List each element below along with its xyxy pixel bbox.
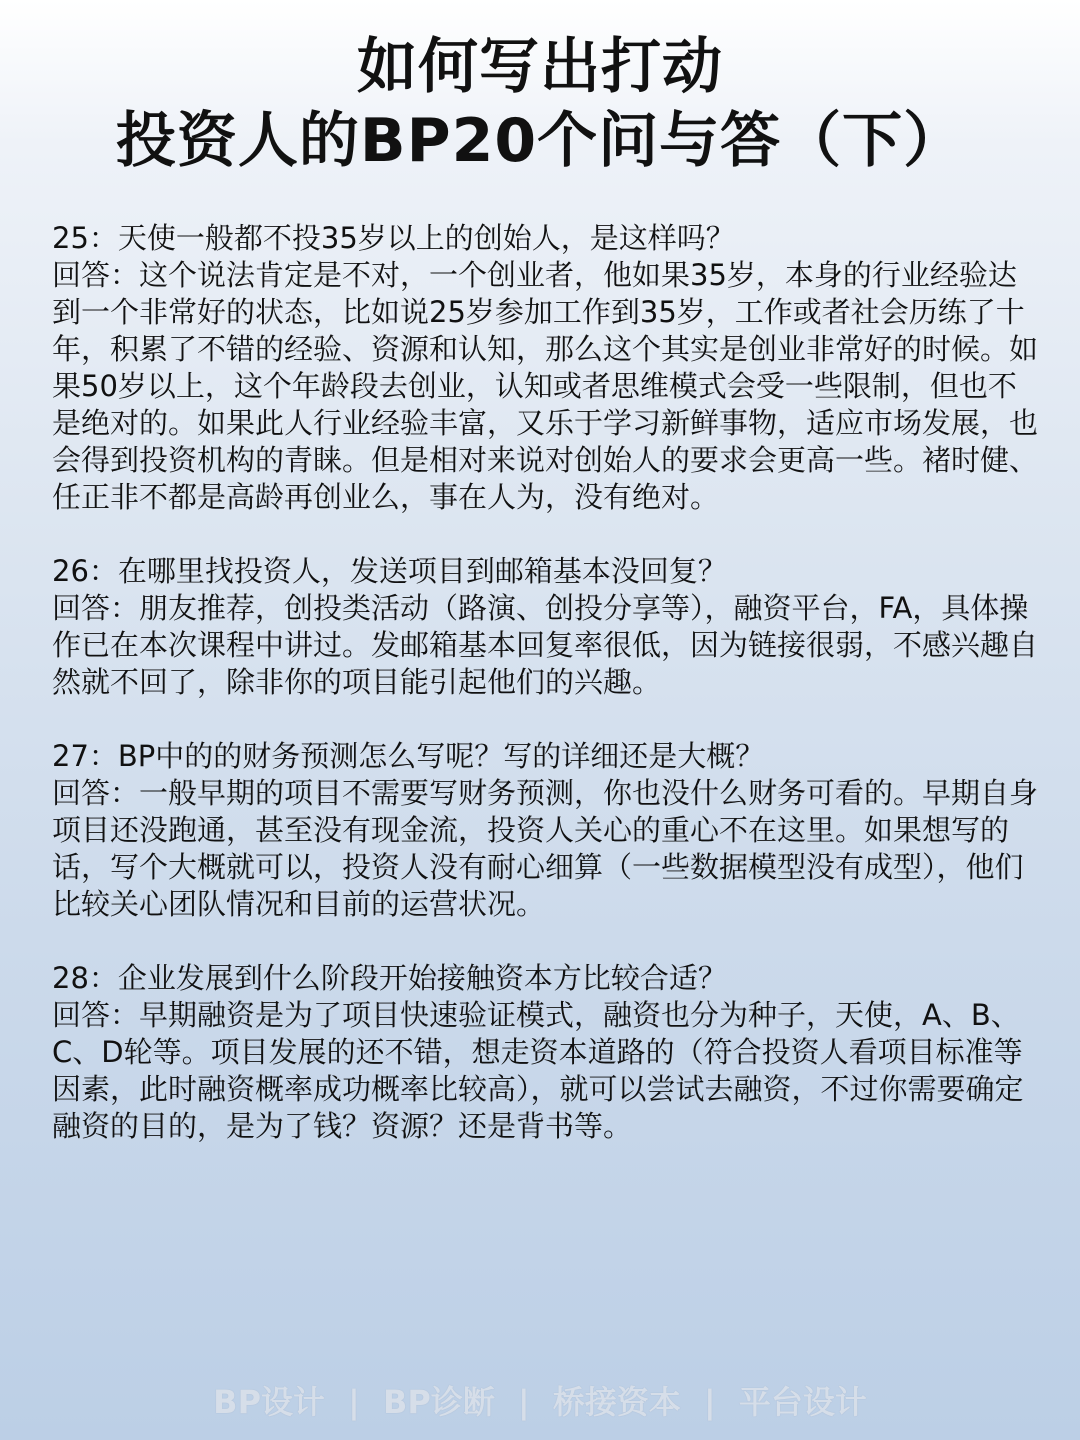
footer-separator: | — [518, 1383, 530, 1421]
footer-separator: | — [703, 1383, 716, 1421]
question-text: 28：企业发展到什么阶段开始接触资本方比较合适？ — [52, 961, 727, 995]
page-title — [0, 30, 1080, 178]
footer-item-platform-design: 平台设计 — [738, 1383, 867, 1421]
answer-text: 回答：这个说法肯定是不对，一个创业者，他如果35岁，本身的行业经验达到一个非常好的状态，比如说25岁参加工作到35岁，工作或者社会历练了十年，积累了不错的经验、资源和认知，那么这个其实是创业非常好的时候。如果50岁以上，这个年龄段去创业，认知或者思维模式会受一些限制，但也不是绝对的。如果此人行业经验丰富，又乐于学习新鲜事物，适应市场发展，也会得到投资机构的青睐。但是相对来说对创始人的要求会更高一些。褚时健、任正非不都是高龄再创业么，事在人为，没有绝对。 — [52, 258, 1039, 514]
qa-item-26 — [52, 553, 1042, 701]
qa-item-28 — [52, 960, 1042, 1145]
qa-list — [52, 220, 1042, 1182]
question-text: 26：在哪里找投资人，发送项目到邮箱基本没回复？ — [52, 554, 727, 588]
qa-item-27 — [52, 738, 1042, 923]
footer-item-bp-design: BP设计 — [213, 1383, 326, 1421]
qa-item-25 — [52, 220, 1042, 516]
footer-separator: | — [348, 1383, 360, 1421]
question-text: 27：BP中的的财务预测怎么写呢？写的详细还是大概？ — [52, 739, 765, 773]
answer-text: 回答：早期融资是为了项目快速验证模式，融资也分为种子，天使，A、B、C、D轮等。项目发展的还不错，想走资本道路的（符合投资人看项目标准等因素，此时融资概率成功概率比较高），就可以尝试去融资，不过你需要确定融资的目的，是为了钱？资源？还是背书等。 — [52, 998, 1024, 1143]
title-line-1: 如何写出打动 — [357, 32, 723, 102]
question-text: 25：天使一般都不投35岁以上的创始人，是这样吗？ — [52, 221, 735, 255]
title-line-2: 投资人的BP20个问与答（下） — [115, 106, 965, 176]
footer-item-bp-diagnosis: BP诊断 — [383, 1383, 495, 1421]
answer-text: 回答：朋友推荐，创投类活动（路演、创投分享等），融资平台，FA，具体操作已在本次课程中讲过。发邮箱基本回复率很低，因为链接很弱，不感兴趣自然就不回了，除非你的项目能引起他们的兴趣。 — [52, 591, 1039, 699]
footer-item-capital-bridge: 桥接资本 — [552, 1383, 681, 1421]
footer-watermark — [0, 1380, 1080, 1424]
answer-text: 回答：一般早期的项目不需要写财务预测，你也没什么财务可看的。早期自身项目还没跑通，甚至没有现金流，投资人关心的重心不在这里。如果想写的话，写个大概就可以，投资人没有耐心细算（一些数据模型没有成型），他们比较关心团队情况和目前的运营状况。 — [52, 776, 1039, 921]
